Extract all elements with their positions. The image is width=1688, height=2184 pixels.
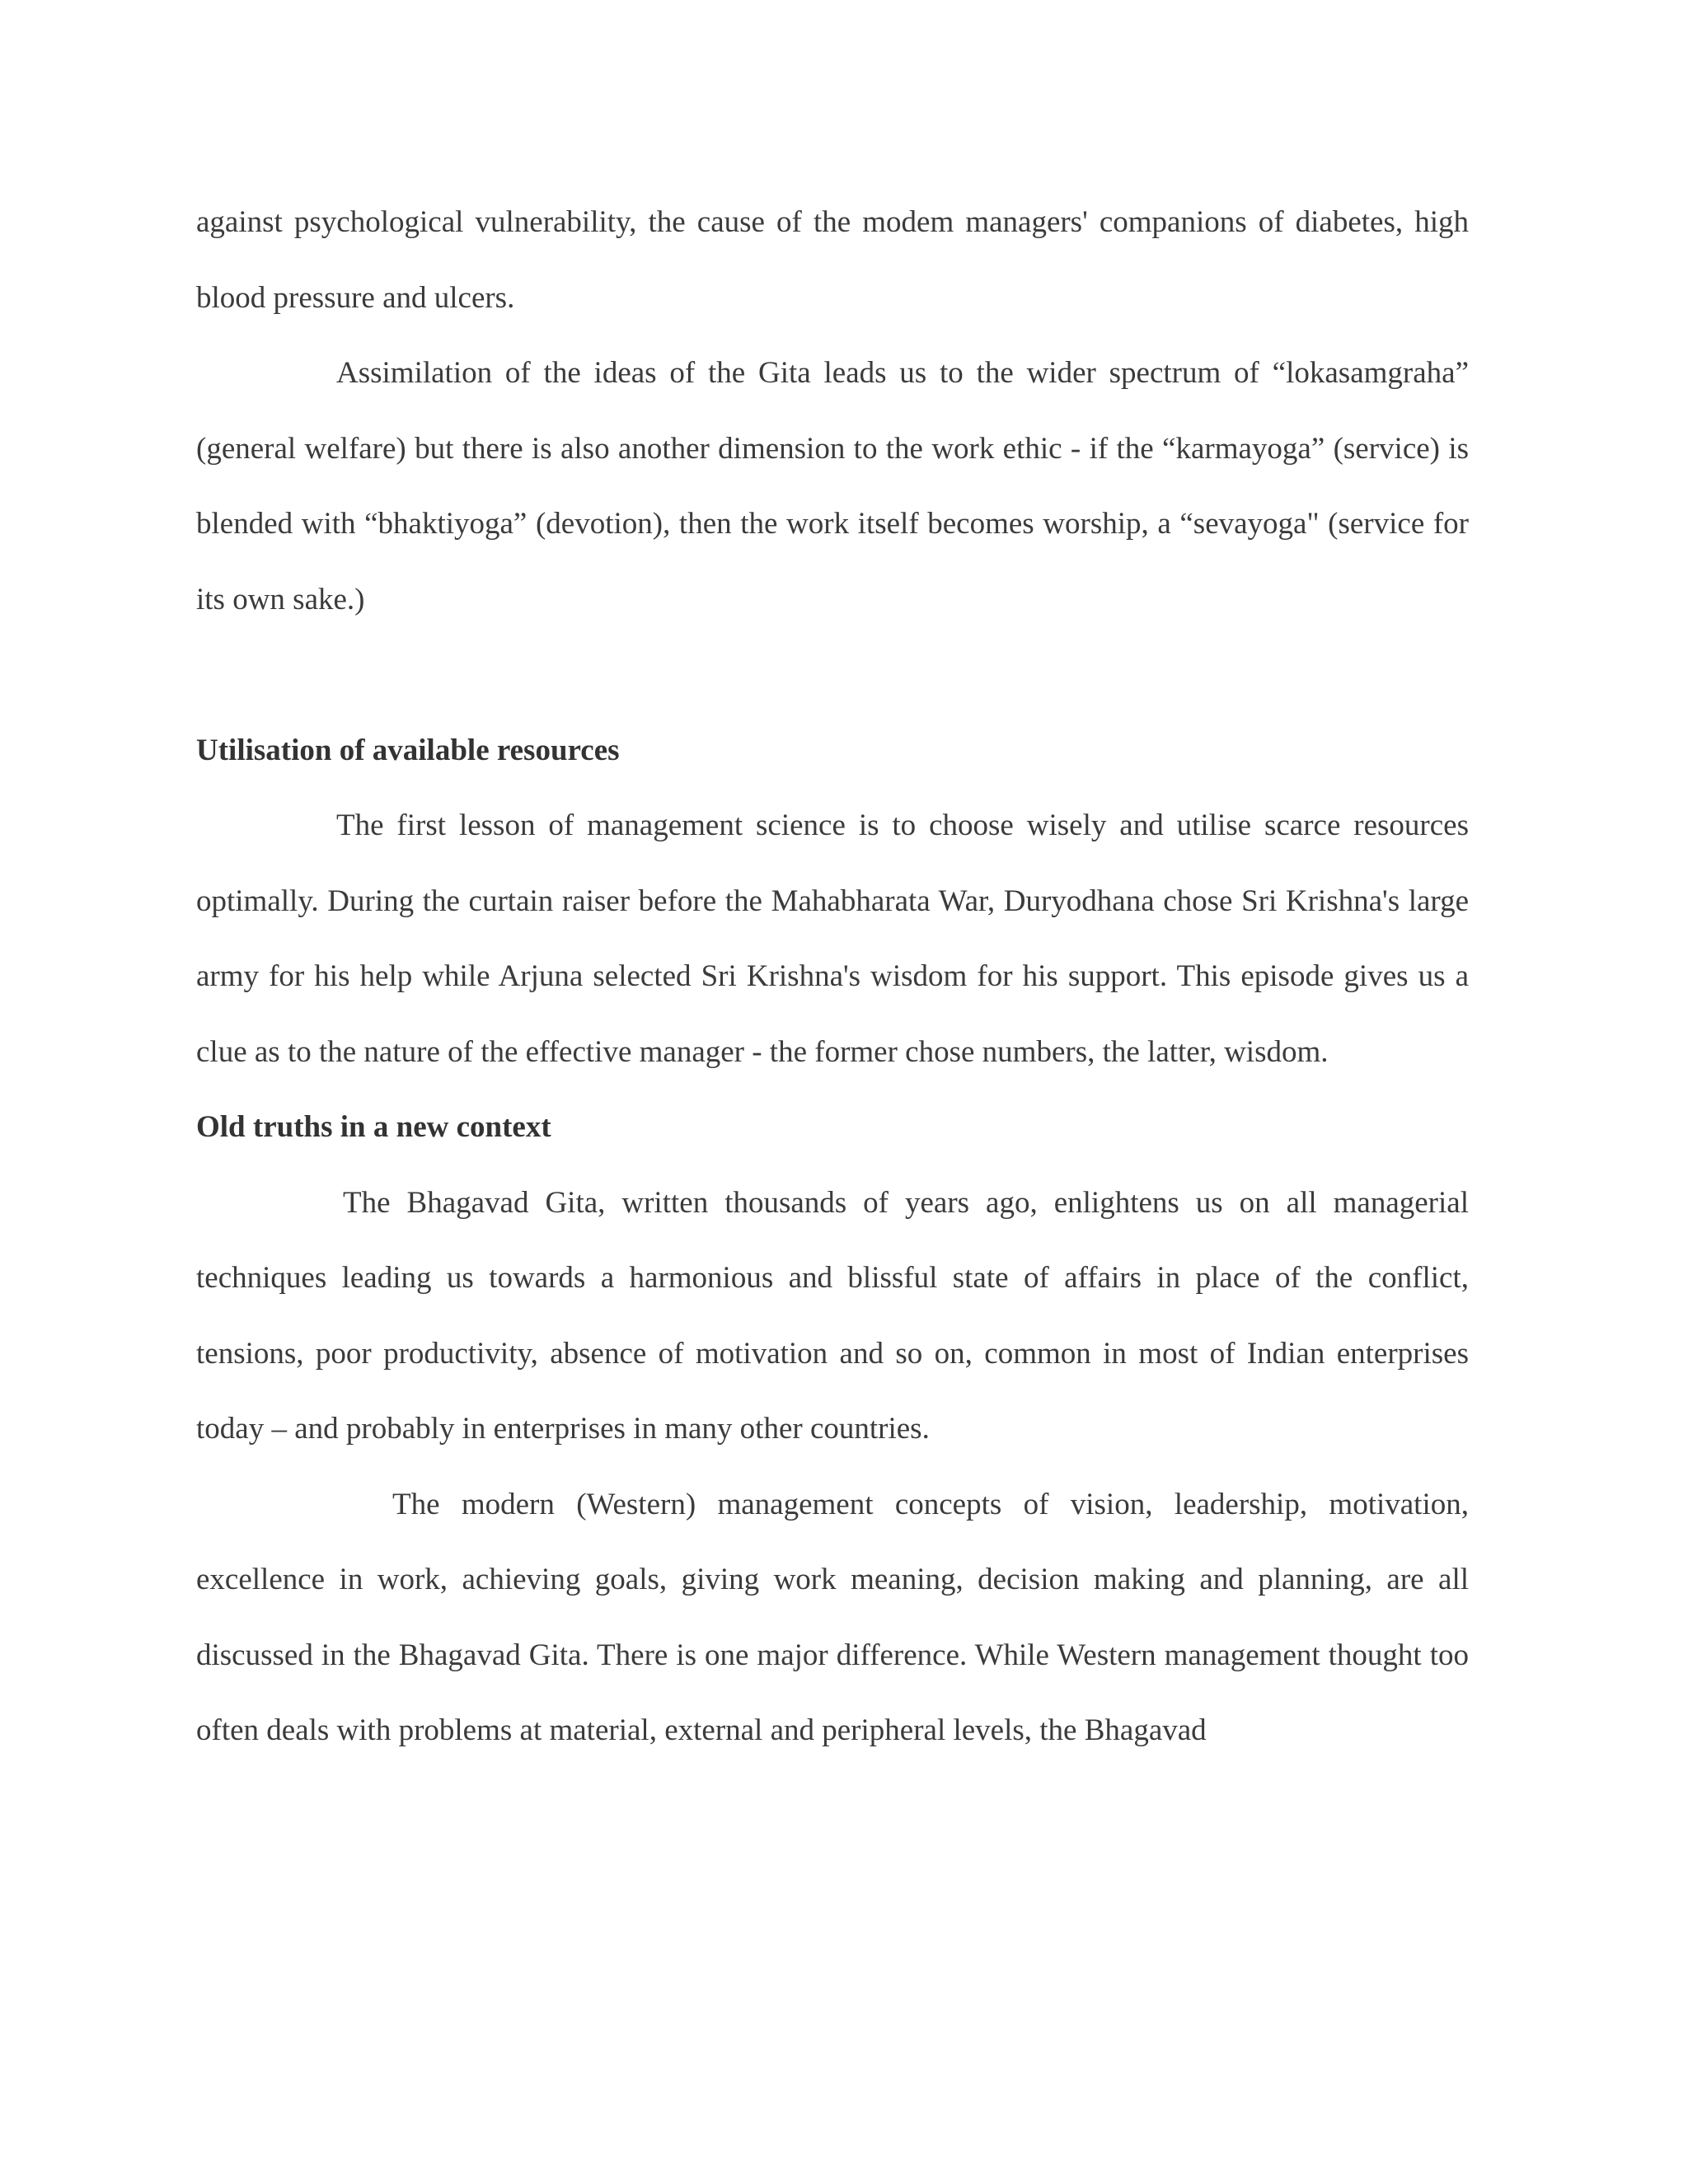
paragraph-bhagavad-gita-techniques: The Bhagavad Gita, written thousands of years ago, enlightens us on all managerial techniques leading us towards a harmonious and blissful state of affairs in place of the conflict, tensions, poor productivity, absence of motivation and so on, common in most of Indian enterprises today – and probably in enterprises in many other countries. [196, 1185, 1469, 1446]
paragraph-first-lesson: The first lesson of management science is to choose wisely and utilise scarce resources optimally. During the curtain raiser before the Mahabharata War, Duryodhana chose Sri Krishna's large army for his help while Arjuna selected Sri Krishna's wisdom for his support. This episode gives us a clue as to the nature of the effective manager - the former chose numbers, the latter, wisdom. [196, 808, 1469, 1069]
paragraph-lokasamgraha: Assimilation of the ideas of the Gita leads us to the wider spectrum of “lokasamgraha” (general welfare) but there is also another dimension to the work ethic - if the “karmayoga” (service) is blended with “bhaktiyoga” (devotion), then the work itself becomes worship, a “sevayoga" (service for its own sake.) [196, 356, 1469, 616]
heading-old-truths: Old truths in a new context [196, 1110, 551, 1144]
paragraph-western-management: The modern (Western) management concepts of vision, leadership, motivation, excellence in work, achieving goals, giving work meaning, decision making and planning, are all discussed in the Bhagavad Gita. There is one major difference. While Western management thought too often deals with problems at material, external and peripheral levels, the Bhagavad [196, 1487, 1469, 1747]
heading-utilisation-of-resources: Utilisation of available resources [196, 733, 620, 767]
section-spacer [196, 637, 1469, 713]
paragraph-vulnerability: against psychological vulnerability, the cause of the modem managers' companions of diabetes, high blood pressure and ulcers. [196, 205, 1469, 315]
document-page [196, 185, 1469, 1769]
